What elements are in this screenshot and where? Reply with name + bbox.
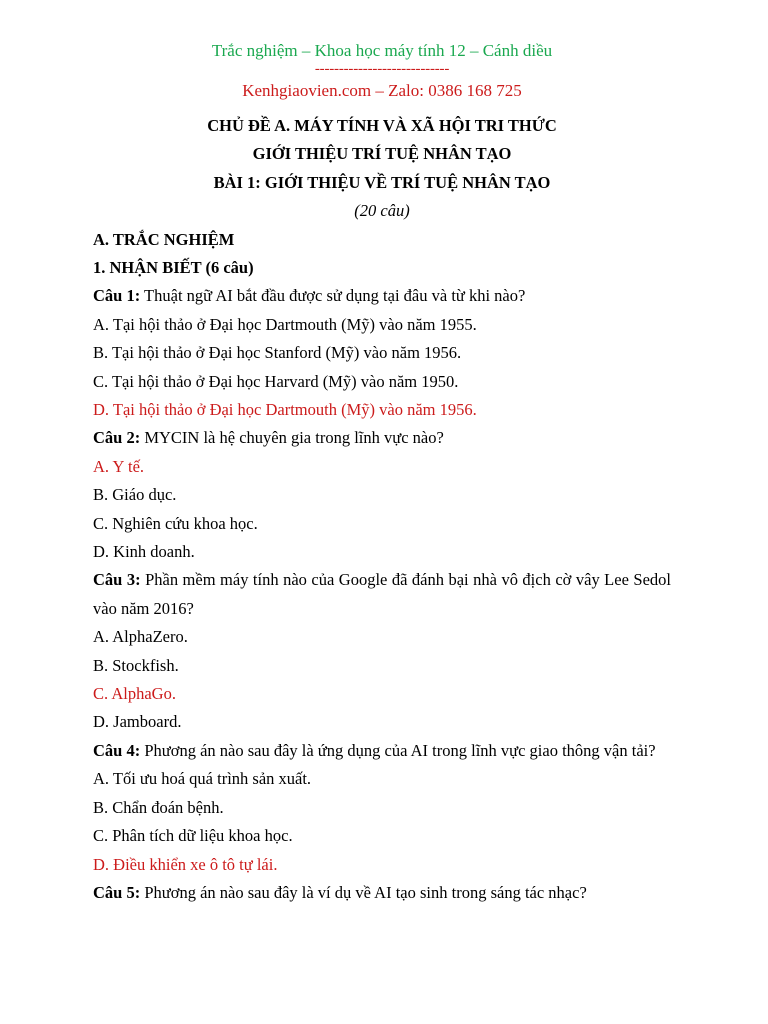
option-4b: B. Chẩn đoán bệnh.: [93, 797, 224, 817]
option-2c: C. Nghiên cứu khoa học.: [93, 513, 258, 533]
chapter-title: GIỚI THIỆU TRÍ TUỆ NHÂN TẠO: [252, 144, 512, 164]
question-text: MYCIN là hệ chuyên gia trong lĩnh vực nào?: [140, 428, 444, 448]
question-text: Phương án nào sau đây là ứng dụng của AI trong lĩnh vực giao thông vận tải?: [140, 740, 656, 760]
option-4a: A. Tối ưu hoá quá trình sản xuất.: [93, 769, 312, 789]
option-1d-correct: D. Tại hội thảo ở Đại học Dartmouth (Mỹ) vào năm 1956.: [93, 400, 477, 419]
level-heading: 1. NHẬN BIẾT (6 câu): [93, 257, 254, 277]
lesson-title: BÀI 1: GIỚI THIỆU VỀ TRÍ TUỆ NHÂN TẠO: [213, 172, 551, 192]
question-1: [93, 282, 671, 310]
option-1c: C. Tại hội thảo ở Đại học Harvard (Mỹ) vào năm 1950.: [93, 371, 459, 391]
question-label: Câu 4:: [93, 740, 141, 760]
option-2d: D. Kinh doanh.: [93, 542, 195, 562]
question-text: Phần mềm máy tính nào của Google đã đánh bại nhà vô địch cờ vây Lee Sedol vào năm 2016?: [93, 570, 671, 618]
option-3c-correct: C. AlphaGo.: [93, 684, 176, 704]
question-count: (20 câu): [354, 201, 410, 221]
course-header: Trắc nghiệm – Khoa học máy tính 12 – Cánh diều: [211, 41, 553, 60]
option-2b: B. Giáo dục.: [93, 485, 177, 505]
question-4: [93, 737, 671, 765]
question-3: [93, 566, 671, 623]
option-3a: A. AlphaZero.: [93, 627, 188, 647]
option-2a-correct: A. Y tế.: [93, 456, 145, 476]
question-label: Câu 1:: [93, 286, 141, 306]
header-divider: ----------------------------: [314, 61, 450, 77]
option-3b: B. Stockfish.: [93, 655, 179, 675]
topic-title: CHỦ ĐỀ A. MÁY TÍNH VÀ XÃ HỘI TRI THỨC: [207, 116, 557, 135]
question-text: Phương án nào sau đây là ví dụ về AI tạo sinh trong sáng tác nhạc?: [140, 882, 587, 902]
contact-line: Kenhgiaovien.com – Zalo: 0386 168 725: [242, 81, 522, 100]
part-heading: A. TRẮC NGHIỆM: [93, 229, 235, 249]
question-text: Thuật ngữ AI bắt đầu được sử dụng tại đâu và từ khi nào?: [140, 286, 526, 306]
option-4d-correct: D. Điều khiển xe ô tô tự lái.: [93, 854, 278, 874]
question-label: Câu 5:: [93, 882, 141, 902]
option-3d: D. Jamboard.: [93, 712, 182, 732]
option-1b: B. Tại hội thảo ở Đại học Stanford (Mỹ) vào năm 1956.: [93, 343, 462, 363]
question-5: [93, 879, 671, 907]
document-page: [93, 40, 671, 907]
question-label: Câu 2:: [93, 428, 141, 448]
option-1a: A. Tại hội thảo ở Đại học Dartmouth (Mỹ) vào năm 1955.: [93, 314, 477, 334]
question-2: [93, 424, 671, 452]
question-label: Câu 3:: [93, 570, 141, 590]
option-4c: C. Phân tích dữ liệu khoa học.: [93, 826, 293, 846]
